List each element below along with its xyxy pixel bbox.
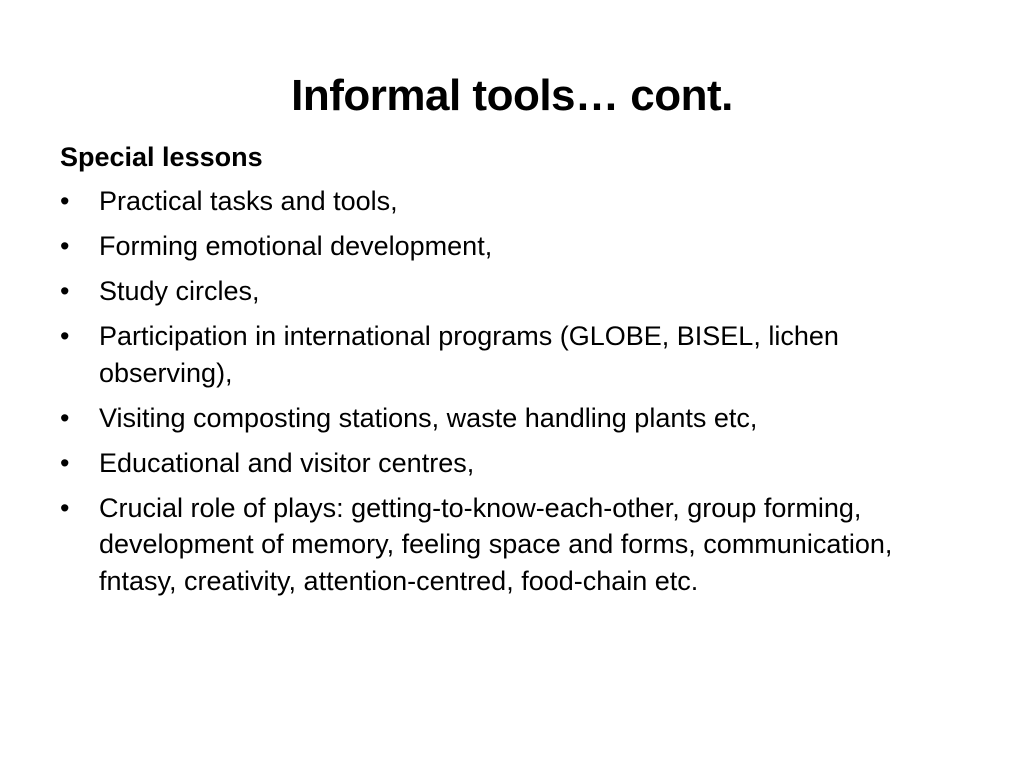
bullet-icon: • (60, 186, 70, 216)
bullet-text: Crucial role of plays: getting-to-know-each-other, group forming, development of memory, feeling space and forms, communication, fntasy, creativity, attention-centred, food-chain etc. (99, 492, 893, 596)
bullet-text: Practical tasks and tools, (99, 186, 398, 216)
bullet-item (60, 490, 960, 600)
slide-title: Informal tools… cont. (291, 71, 733, 120)
bullet-icon: • (60, 231, 70, 261)
bullet-text: Educational and visitor centres, (99, 447, 475, 478)
slide-body (60, 139, 960, 608)
bullet-item (60, 183, 960, 220)
bullet-icon: • (60, 276, 70, 306)
section-subheading: Special lessons (60, 142, 263, 172)
bullet-text: Forming emotional development, (99, 231, 493, 261)
bullet-item (60, 228, 960, 265)
bullet-list (60, 183, 960, 599)
bullet-item (60, 273, 960, 310)
bullet-icon: • (60, 492, 70, 523)
bullet-item (60, 400, 960, 437)
bullet-item (60, 318, 960, 391)
bullet-text: Participation in international programs (GLOBE, BISEL, lichen observing), (99, 321, 839, 388)
bullet-icon: • (60, 447, 70, 478)
bullet-text: Study circles, (99, 276, 260, 306)
bullet-item (60, 445, 960, 482)
bullet-text: Visiting composting stations, waste handling plants etc, (99, 402, 758, 433)
bullet-icon: • (60, 402, 70, 433)
bullet-icon: • (60, 321, 70, 351)
